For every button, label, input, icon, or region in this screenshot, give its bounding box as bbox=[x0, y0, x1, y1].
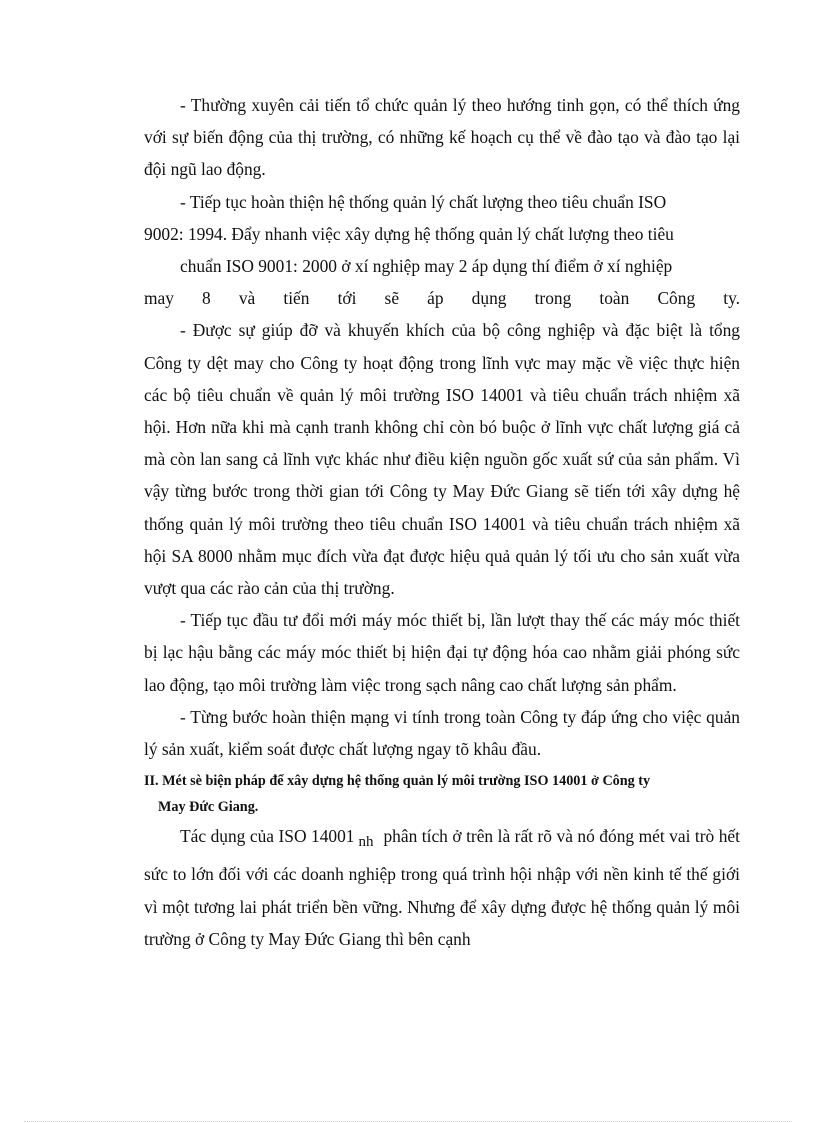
paragraph-iso-benefits bbox=[144, 820, 740, 955]
paragraph-iso-benefits-start: Tác dụng của ISO 14001 bbox=[180, 826, 355, 847]
paragraph-management-improvement: - Thường xuyên cải tiến tổ chức quản lý theo hướng tinh gọn, có thể thích ứng với sự biến động của thị trường, có những kế hoạch cụ thể về đào tạo và đào tạo lại đội ngũ lao động. bbox=[144, 95, 740, 180]
subscript-fragment: nh bbox=[358, 834, 374, 851]
page-body bbox=[144, 89, 740, 955]
page-bottom-divider bbox=[24, 1121, 792, 1122]
section-heading bbox=[144, 768, 740, 820]
paragraph-quality-line-1: - Tiếp tục hoàn thiện hệ thống quản lý chất lượng theo tiêu chuẩn ISO bbox=[180, 191, 667, 212]
section-heading-line-1: II. Mét sè biện pháp để xây dựng hệ thống quản lý môi trường ISO 14001 ở Công ty bbox=[144, 773, 651, 790]
paragraph-equipment-renewal: - Tiếp tục đầu tư đổi mới máy móc thiết bị, lần lượt thay thế các máy móc thiết bị lạc hậu bằng các máy móc thiết bị hiện đại tự động hóa cao nhằm giải phóng sức lao động, tạo môi trường làm việc trong sạch nâng cao chất lượng sản phẩm. bbox=[144, 610, 740, 695]
paragraph-quality-line-2: 9002: 1994. Đẩy nhanh việc xây dựng hệ thống quản lý chất lượng theo tiêu bbox=[144, 223, 674, 244]
paragraph-computer-network: - Từng bước hoàn thiện mạng vi tính trong toàn Công ty đáp ứng cho việc quản lý sản xuất, kiểm soát được chất lượng ngay tõ khâu đầu. bbox=[144, 706, 740, 760]
paragraph-iso-benefits-rest: phân tích ở trên là rất rõ và nó đóng mét vai trò hết sức to lớn đối với các doanh nghiệp trong quá trình hội nhập với nền kinh tế thế giới vì một tương lai phát triển bền vững. Nhưng để xây dựng được hệ thống quản lý môi trường ở Công ty May Đức Giang thì bên cạnh bbox=[144, 826, 740, 949]
section-heading-line-2: May Đức Giang. bbox=[158, 799, 259, 816]
paragraph-quality-line-4: may 8 và tiến tới sẽ áp dụng trong toàn Công ty. bbox=[144, 288, 740, 309]
paragraph-quality-line-3: chuẩn ISO 9001: 2000 ở xí nghiệp may 2 áp dụng thí điểm ở xí nghiệp bbox=[180, 256, 673, 277]
paragraph-environment-standards: - Được sự giúp đỡ và khuyến khích của bộ công nghiệp và đặc biệt là tổng Công ty dệt may cho Công ty hoạt động trong lĩnh vực may mặc về việc thực hiện các bộ tiêu chuẩn về quản lý môi trường ISO 14001 và tiêu chuẩn trách nhiệm xã hội. Hơn nữa khi mà cạnh tranh không chỉ còn bó buộc ở lĩnh vực chất lượng giá cả mà còn lan sang cả lĩnh vực khác như điều kiện nguồn gốc xuất sứ của sản phẩm. Vì vậy từng bước trong thời gian tới Công ty May Đức Giang sẽ tiến tới xây dựng hệ thống quản lý môi trường theo tiêu chuẩn ISO 14001 và tiêu chuẩn trách nhiệm xã hội SA 8000 nhằm mục đích vừa đạt được hiệu quả quản lý tối ưu cho sản xuất vừa vượt qua các rào cản của thị trường. bbox=[144, 320, 740, 599]
